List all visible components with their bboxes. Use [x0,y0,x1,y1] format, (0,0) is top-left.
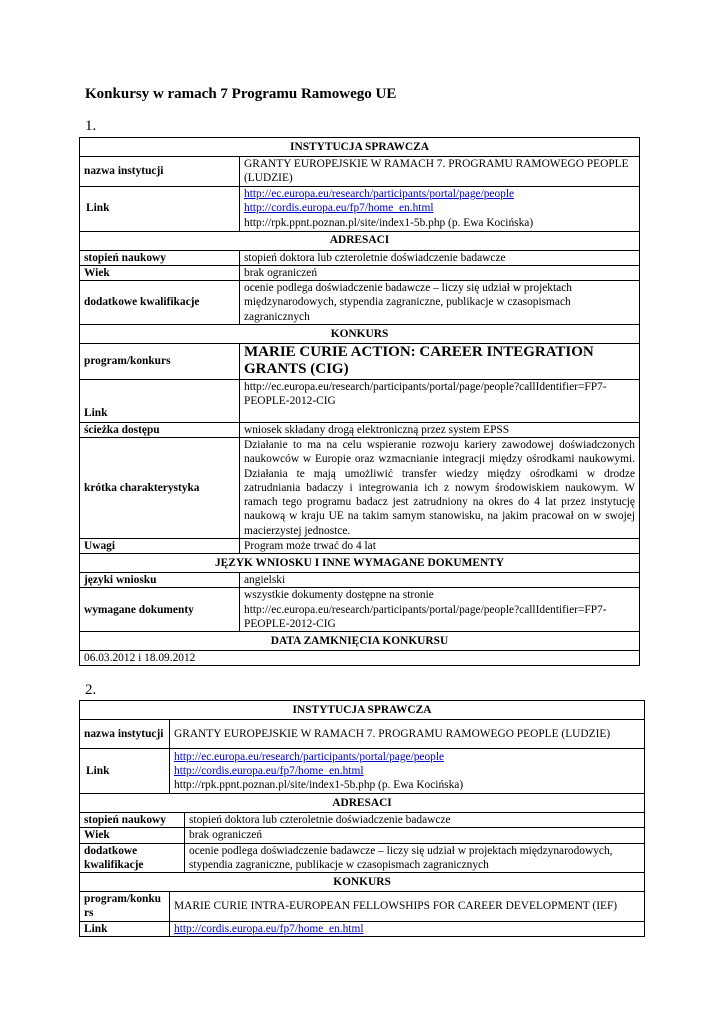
language-label: języki wniosku [80,573,240,588]
program-label: program/konkurs [80,343,240,379]
degree-value: stopień doktora lub czteroletnie doświadczenie badawcze [240,250,640,265]
degree-label: stopień naukowy [80,250,240,265]
contest-link-label: Link [80,921,170,936]
addressees-header: ADRESACI [80,794,645,813]
access-path-value: wniosek składany drogą elektroniczną przez system EPSS [240,422,640,437]
program-value: MARIE CURIE INTRA-EUROPEAN FELLOWSHIPS FOR CAREER DEVELOPMENT (IEF) [170,892,645,922]
program-label: program/konkurs [80,892,170,922]
link-label: Link [80,186,240,231]
link-people-portal[interactable]: http://ec.europa.eu/research/participants/portal/page/people [174,750,445,763]
institution-name: GRANTY EUROPEJSKIE W RAMACH 7. PROGRAMU RAMOWEGO PEOPLE (LUDZIE) [240,157,640,187]
institution-header: INSTYTUCJA SPRAWCZA [80,138,640,157]
contest-link-label: Link [80,379,240,422]
language-header: JĘZYK WNIOSKU I INNE WYMAGANE DOKUMENTY [80,554,640,573]
deadline-header: DATA ZAMKNIĘCIA KONKURSU [80,632,640,651]
extra-qualifications-value: ocenie podlega doświadczenie badawcze – liczy się udział w projektach międzynarodowych, stypendia zagraniczne, publikacje w czasopismach zagranicznych [240,281,640,325]
notes-label: Uwagi [80,538,240,553]
age-value: brak ograniczeń [240,265,640,280]
link-label: Link [80,749,170,794]
institution-header: INSTYTUCJA SPRAWCZA [80,701,645,720]
language-value: angielski [240,573,640,588]
description-label: krótka charakterystyka [80,438,240,539]
description-value: Działanie to ma na celu wspieranie rozwoju kariery zawodowej doświadczonych naukowców w Europie oraz wzmacnianie integracji między ośrodkami naukowymi. Działania te mają umożliwić transfer wiedzy między ośrodkami w drodze zatrudniania badaczy i integrowania ich z nowym środowiskiem naukowym. W ramach tego programu badacz jest zatrudniony na okres do 4 lat przez instytucję naukową w kraju UE na takim samym stanowisku, na jakim pracował on w swojej macierzystej jednostce. [240,438,640,539]
age-label: Wiek [80,828,185,843]
link-cordis[interactable]: http://cordis.europa.eu/fp7/home_en.html [244,202,434,215]
deadline-value: 06.03.2012 i 18.09.2012 [80,651,640,666]
degree-value: stopień doktora lub czteroletnie doświadczenie badawcze [185,813,645,828]
age-label: Wiek [80,265,240,280]
institution-name-label: nazwa instytucji [80,720,170,749]
contest-header: KONKURS [80,873,645,892]
contest-table-2 [79,700,645,937]
program-value: MARIE CURIE ACTION: CAREER INTEGRATION GRANTS (CIG) [240,343,640,379]
degree-label: stopień naukowy [80,813,185,828]
extra-qualifications-value: ocenie podlega doświadczenie badawcze – liczy się udział w projektach międzynarodowych, stypendia zagraniczne, publikacje w czasopismach zagranicznych [185,843,645,873]
contest-link[interactable]: http://cordis.europa.eu/fp7/home_en.html [174,922,364,935]
extra-qualifications-label: dodatkowe kwalifikacje [80,843,185,873]
page-title: Konkursy w ramach 7 Programu Ramowego UE [85,86,397,102]
required-docs-value: wszystkie dokumenty dostępne na stronie http://ec.europa.eu/research/participants/portal/page/people?callIdentifier=FP7-PEOPLE-2012-CIG [240,588,640,632]
notes-value: Program może trwać do 4 lat [240,538,640,553]
extra-qualifications-label: dodatkowe kwalifikacje [80,281,240,325]
institution-name-label: nazwa instytucji [80,157,240,187]
institution-name: GRANTY EUROPEJSKIE W RAMACH 7. PROGRAMU RAMOWEGO PEOPLE (LUDZIE) [170,720,645,749]
age-value: brak ograniczeń [185,828,645,843]
link-rpk: http://rpk.ppnt.poznan.pl/site/index1-5b.php (p. Ewa Kocińska) [174,779,464,792]
addressees-header: ADRESACI [80,231,640,250]
contest-table-1 [79,137,640,666]
section-number: 1. [85,118,97,134]
link-people-portal[interactable]: http://ec.europa.eu/research/participants/portal/page/people [244,188,515,201]
link-rpk: http://rpk.ppnt.poznan.pl/site/index1-5b.php (p. Ewa Kocińska) [244,216,534,229]
contest-link[interactable]: http://ec.europa.eu/research/participants/portal/page/people?callIdentifier=FP7-PEOPLE-2012-CIG [240,379,640,422]
link-cordis[interactable]: http://cordis.europa.eu/fp7/home_en.html [174,764,364,777]
access-path-label: ścieżka dostępu [80,422,240,437]
section-number: 2. [85,682,97,698]
contest-header: KONKURS [80,324,640,343]
required-docs-label: wymagane dokumenty [80,588,240,632]
